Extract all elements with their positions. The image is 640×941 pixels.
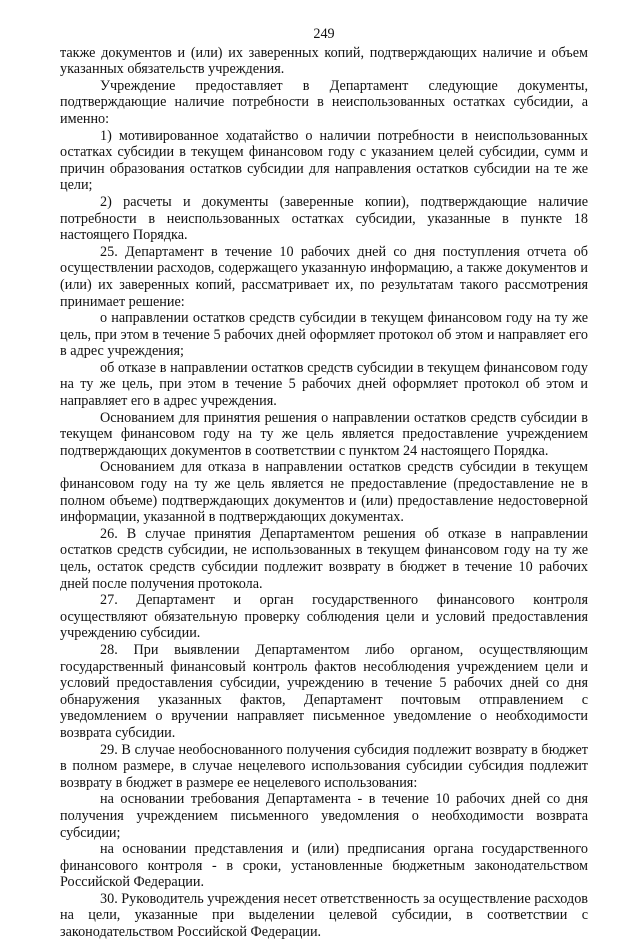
paragraph-decision-refuse: об отказе в направлении остатков средств субсидии в текущем финансовом году на ту же цель, при этом в течение 5 рабочих дней оформляет протокол об этом и направляет его в адрес учреждения.	[60, 359, 588, 410]
paragraph-item-2: 2) расчеты и документы (заверенные копии), подтверждающие наличие потребности в неиспользованных остатках субсидии, указанные в пункте 18 настоящего Порядка.	[60, 193, 588, 244]
paragraph-documents-intro: Учреждение предоставляет в Департамент следующие документы, подтверждающие наличие потребности в неиспользованных остатках субсидии, а именно:	[60, 77, 588, 127]
paragraph-continuation: также документов и (или) их заверенных копий, подтверждающих наличие и объем указанных обязательств учреждения.	[60, 44, 588, 78]
paragraph-item-1: 1) мотивированное ходатайство о наличии потребности в неиспользованных остатках субсидии в текущем финансовом году с указанием целей субсидии, сумм и причин образования остатков субсидии для направления остатков субсидии на те же цели;	[60, 127, 588, 194]
paragraph-clause-29: 29. В случае необоснованного получения субсидия подлежит возврату в бюджет в полном размере, в случае нецелевого использования субсидии субсидия подлежит возврату в бюджет в размере ее нецелевого использования:	[60, 741, 588, 791]
paragraph-clause-25: 25. Департамент в течение 10 рабочих дней со дня поступления отчета об осуществлении расходов, содержащего указанную информацию, а также документов и (или) их заверенных копий, рассматривает их, по результатам такого рассмотрения принимает решение:	[60, 243, 588, 310]
paragraph-return-by-department: на основании требования Департамента - в течение 10 рабочих дней со дня получения учреждением письменного уведомления о необходимости возврата субсидии;	[60, 791, 588, 841]
document-page	[60, 26, 588, 941]
page-number: 249	[313, 26, 335, 42]
paragraph-decision-approve: о направлении остатков средств субсидии в текущем финансовом году на ту же цель, при этом в течение 5 рабочих дней оформляет протокол об этом и направляет его в адрес учреждения;	[60, 310, 588, 360]
paragraph-return-by-control-body: на основании представления и (или) предписания органа государственного финансового контроля - в сроки, установленные бюджетным законодательством Российской Федерации.	[60, 841, 588, 891]
paragraph-clause-28: 28. При выявлении Департаментом либо органом, осуществляющим государственный финансовый контроль фактов несоблюдения учреждением цели и условий предоставления субсидии, учреждению в течение 5 рабочих дней со дня обнаружения указанных фактов, Департамент почтовым отправлением с уведомлением о вручении направляет письменное уведомление о необходимости возврата субсидии.	[60, 641, 588, 741]
paragraph-clause-26: 26. В случае принятия Департаментом решения об отказе в направлении остатков средств субсидии, не использованных в текущем финансовом году на ту же цель, остаток средств субсидии подлежит возврату в бюджет в течение 10 рабочих дней после получения протокола.	[60, 525, 588, 592]
paragraph-refuse-grounds: Основанием для отказа в направлении остатков средств субсидии в текущем финансовом году на ту же цель является не предоставление (предоставление не в полном объеме) подтверждающих документов и (или) предоставление недостоверной информации, указанной в подтверждающих документах.	[60, 459, 588, 526]
paragraph-approve-grounds: Основанием для принятия решения о направлении остатков средств субсидии в текущем финансовом году на ту же цель является предоставление учреждением подтверждающих документов в соответствии с пунктом 24 настоящего Порядка.	[60, 409, 588, 459]
paragraph-clause-30: 30. Руководитель учреждения несет ответственность за осуществление расходов на цели, указанные при выделении целевой субсидии, в соответствии с законодательством Российской Федерации.	[60, 890, 588, 941]
paragraph-clause-27: 27. Департамент и орган государственного финансового контроля осуществляют обязательную проверку соблюдения цели и условий предоставления учреждению субсидии.	[60, 592, 588, 642]
